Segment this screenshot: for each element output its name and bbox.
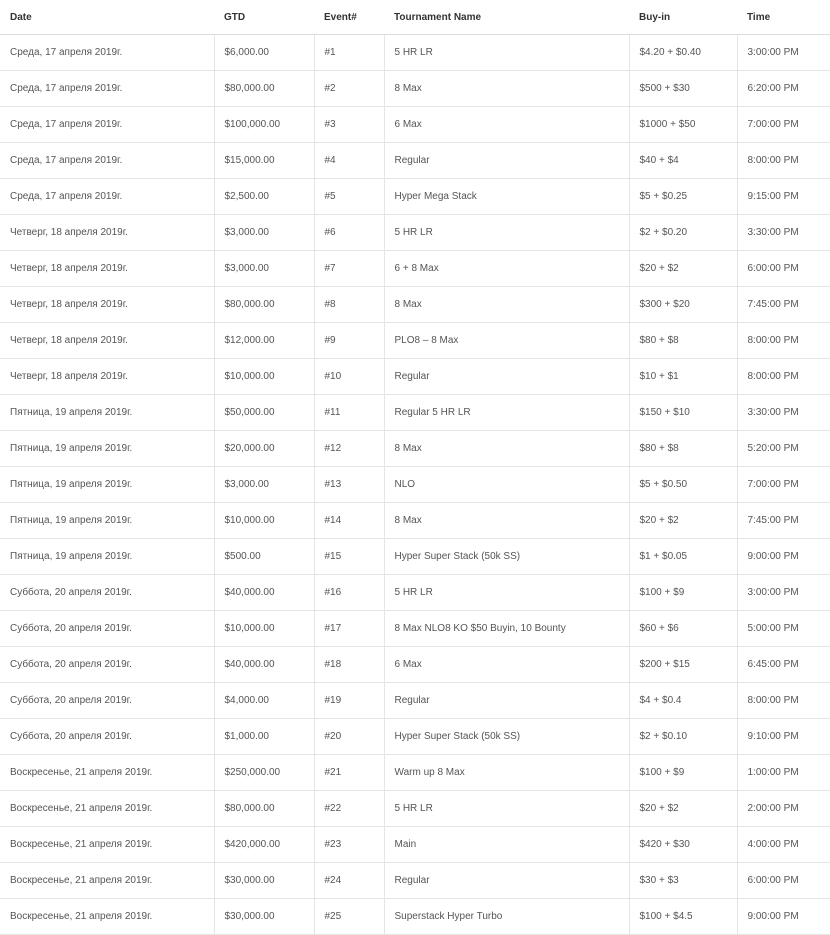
gtd-cell: $50,000.00: [214, 395, 314, 431]
buy-in-cell: $1000 + $50: [629, 107, 737, 143]
gtd-cell: $3,000.00: [214, 215, 314, 251]
event-number-cell: #10: [314, 359, 384, 395]
buy-in-cell: $100 + $9: [629, 755, 737, 791]
buy-in-cell: $5 + $0.25: [629, 179, 737, 215]
gtd-cell: $3,000.00: [214, 467, 314, 503]
table-row: [0, 863, 830, 899]
gtd-cell: $20,000.00: [214, 431, 314, 467]
column-header-time: Time: [737, 0, 830, 35]
event-number-cell: #20: [314, 719, 384, 755]
event-number-cell: #21: [314, 755, 384, 791]
table-row: [0, 755, 830, 791]
table-row: [0, 647, 830, 683]
date-cell: Среда, 17 апреля 2019г.: [0, 143, 214, 179]
buy-in-cell: $10 + $1: [629, 359, 737, 395]
table-row: [0, 575, 830, 611]
column-header-tournament-name: Tournament Name: [384, 0, 629, 35]
table-header: [0, 0, 830, 35]
tournament-name-cell: 5 HR LR: [384, 575, 629, 611]
event-number-cell: #2: [314, 71, 384, 107]
event-number-cell: #1: [314, 35, 384, 71]
date-cell: Пятница, 19 апреля 2019г.: [0, 395, 214, 431]
column-header-event: Event#: [314, 0, 384, 35]
gtd-cell: $30,000.00: [214, 863, 314, 899]
tournament-name-cell: Hyper Mega Stack: [384, 179, 629, 215]
time-cell: 6:00:00 PM: [737, 863, 830, 899]
table-row: [0, 359, 830, 395]
table-row: [0, 251, 830, 287]
buy-in-cell: $30 + $3: [629, 863, 737, 899]
table-row: [0, 431, 830, 467]
time-cell: 3:00:00 PM: [737, 35, 830, 71]
gtd-cell: $12,000.00: [214, 323, 314, 359]
table-row: [0, 179, 830, 215]
time-cell: 5:20:00 PM: [737, 431, 830, 467]
buy-in-cell: $2 + $0.20: [629, 215, 737, 251]
header-row: [0, 0, 830, 35]
buy-in-cell: $420 + $30: [629, 827, 737, 863]
column-header-buy-in: Buy-in: [629, 0, 737, 35]
time-cell: 9:00:00 PM: [737, 899, 830, 935]
tournament-name-cell: Regular: [384, 359, 629, 395]
date-cell: Воскресенье, 21 апреля 2019г.: [0, 863, 214, 899]
time-cell: 6:00:00 PM: [737, 251, 830, 287]
buy-in-cell: $4 + $0.4: [629, 683, 737, 719]
date-cell: Воскресенье, 21 апреля 2019г.: [0, 755, 214, 791]
time-cell: 3:00:00 PM: [737, 575, 830, 611]
time-cell: 4:00:00 PM: [737, 827, 830, 863]
event-number-cell: #23: [314, 827, 384, 863]
table-row: [0, 107, 830, 143]
gtd-cell: $80,000.00: [214, 71, 314, 107]
time-cell: 7:45:00 PM: [737, 287, 830, 323]
gtd-cell: $10,000.00: [214, 611, 314, 647]
gtd-cell: $2,500.00: [214, 179, 314, 215]
tournament-name-cell: NLO: [384, 467, 629, 503]
gtd-cell: $1,000.00: [214, 719, 314, 755]
event-number-cell: #11: [314, 395, 384, 431]
buy-in-cell: $200 + $15: [629, 647, 737, 683]
time-cell: 8:00:00 PM: [737, 359, 830, 395]
event-number-cell: #8: [314, 287, 384, 323]
table-row: [0, 791, 830, 827]
event-number-cell: #13: [314, 467, 384, 503]
date-cell: Среда, 17 апреля 2019г.: [0, 71, 214, 107]
tournament-name-cell: Warm up 8 Max: [384, 755, 629, 791]
tournament-name-cell: 8 Max NLO8 KO $50 Buyin, 10 Bounty: [384, 611, 629, 647]
time-cell: 9:15:00 PM: [737, 179, 830, 215]
gtd-cell: $250,000.00: [214, 755, 314, 791]
gtd-cell: $40,000.00: [214, 647, 314, 683]
tournament-name-cell: Regular: [384, 143, 629, 179]
table-row: [0, 539, 830, 575]
time-cell: 2:00:00 PM: [737, 791, 830, 827]
time-cell: 8:00:00 PM: [737, 323, 830, 359]
date-cell: Суббота, 20 апреля 2019г.: [0, 683, 214, 719]
event-number-cell: #6: [314, 215, 384, 251]
tournament-name-cell: 5 HR LR: [384, 35, 629, 71]
tournament-name-cell: 8 Max: [384, 431, 629, 467]
tournament-name-cell: 6 + 8 Max: [384, 251, 629, 287]
time-cell: 9:00:00 PM: [737, 539, 830, 575]
tournament-name-cell: 5 HR LR: [384, 215, 629, 251]
gtd-cell: $4,000.00: [214, 683, 314, 719]
date-cell: Четверг, 18 апреля 2019г.: [0, 323, 214, 359]
date-cell: Пятница, 19 апреля 2019г.: [0, 467, 214, 503]
column-header-date: Date: [0, 0, 214, 35]
buy-in-cell: $80 + $8: [629, 431, 737, 467]
date-cell: Четверг, 18 апреля 2019г.: [0, 215, 214, 251]
time-cell: 1:00:00 PM: [737, 755, 830, 791]
table-row: [0, 467, 830, 503]
date-cell: Суббота, 20 апреля 2019г.: [0, 575, 214, 611]
tournament-name-cell: 8 Max: [384, 503, 629, 539]
tournament-name-cell: Main: [384, 827, 629, 863]
buy-in-cell: $1 + $0.05: [629, 539, 737, 575]
tournament-name-cell: Regular 5 HR LR: [384, 395, 629, 431]
event-number-cell: #14: [314, 503, 384, 539]
event-number-cell: #7: [314, 251, 384, 287]
tournament-name-cell: Hyper Super Stack (50k SS): [384, 539, 629, 575]
buy-in-cell: $100 + $4.5: [629, 899, 737, 935]
date-cell: Среда, 17 апреля 2019г.: [0, 35, 214, 71]
date-cell: Четверг, 18 апреля 2019г.: [0, 251, 214, 287]
time-cell: 5:00:00 PM: [737, 611, 830, 647]
event-number-cell: #5: [314, 179, 384, 215]
date-cell: Среда, 17 апреля 2019г.: [0, 107, 214, 143]
buy-in-cell: $20 + $2: [629, 791, 737, 827]
time-cell: 6:20:00 PM: [737, 71, 830, 107]
buy-in-cell: $60 + $6: [629, 611, 737, 647]
date-cell: Четверг, 18 апреля 2019г.: [0, 359, 214, 395]
date-cell: Пятница, 19 апреля 2019г.: [0, 503, 214, 539]
time-cell: 7:45:00 PM: [737, 503, 830, 539]
date-cell: Пятница, 19 апреля 2019г.: [0, 431, 214, 467]
event-number-cell: #16: [314, 575, 384, 611]
table-row: [0, 323, 830, 359]
column-header-gtd: GTD: [214, 0, 314, 35]
date-cell: Четверг, 18 апреля 2019г.: [0, 287, 214, 323]
time-cell: 9:10:00 PM: [737, 719, 830, 755]
table-row: [0, 395, 830, 431]
gtd-cell: $420,000.00: [214, 827, 314, 863]
buy-in-cell: $80 + $8: [629, 323, 737, 359]
gtd-cell: $15,000.00: [214, 143, 314, 179]
tournament-name-cell: Hyper Super Stack (50k SS): [384, 719, 629, 755]
event-number-cell: #15: [314, 539, 384, 575]
tournament-name-cell: 8 Max: [384, 71, 629, 107]
tournament-name-cell: 8 Max: [384, 287, 629, 323]
table-row: [0, 683, 830, 719]
event-number-cell: #3: [314, 107, 384, 143]
buy-in-cell: $40 + $4: [629, 143, 737, 179]
event-number-cell: #25: [314, 899, 384, 935]
gtd-cell: $80,000.00: [214, 791, 314, 827]
event-number-cell: #17: [314, 611, 384, 647]
gtd-cell: $3,000.00: [214, 251, 314, 287]
buy-in-cell: $20 + $2: [629, 251, 737, 287]
table-row: [0, 899, 830, 935]
tournament-name-cell: Superstack Hyper Turbo: [384, 899, 629, 935]
date-cell: Воскресенье, 21 апреля 2019г.: [0, 791, 214, 827]
table-row: [0, 611, 830, 647]
table-row: [0, 827, 830, 863]
date-cell: Суббота, 20 апреля 2019г.: [0, 719, 214, 755]
event-number-cell: #19: [314, 683, 384, 719]
date-cell: Пятница, 19 апреля 2019г.: [0, 539, 214, 575]
gtd-cell: $500.00: [214, 539, 314, 575]
date-cell: Воскресенье, 21 апреля 2019г.: [0, 827, 214, 863]
event-number-cell: #9: [314, 323, 384, 359]
gtd-cell: $100,000.00: [214, 107, 314, 143]
gtd-cell: $40,000.00: [214, 575, 314, 611]
event-number-cell: #12: [314, 431, 384, 467]
table-row: [0, 503, 830, 539]
time-cell: 6:45:00 PM: [737, 647, 830, 683]
table-row: [0, 719, 830, 755]
gtd-cell: $6,000.00: [214, 35, 314, 71]
time-cell: 3:30:00 PM: [737, 395, 830, 431]
buy-in-cell: $300 + $20: [629, 287, 737, 323]
time-cell: 8:00:00 PM: [737, 683, 830, 719]
tournament-name-cell: 6 Max: [384, 647, 629, 683]
tournament-name-cell: Regular: [384, 683, 629, 719]
date-cell: Суббота, 20 апреля 2019г.: [0, 647, 214, 683]
gtd-cell: $30,000.00: [214, 899, 314, 935]
tournament-name-cell: 6 Max: [384, 107, 629, 143]
buy-in-cell: $20 + $2: [629, 503, 737, 539]
buy-in-cell: $5 + $0.50: [629, 467, 737, 503]
event-number-cell: #4: [314, 143, 384, 179]
table-row: [0, 287, 830, 323]
gtd-cell: $80,000.00: [214, 287, 314, 323]
date-cell: Среда, 17 апреля 2019г.: [0, 179, 214, 215]
gtd-cell: $10,000.00: [214, 503, 314, 539]
tournament-name-cell: Regular: [384, 863, 629, 899]
gtd-cell: $10,000.00: [214, 359, 314, 395]
date-cell: Воскресенье, 21 апреля 2019г.: [0, 899, 214, 935]
buy-in-cell: $150 + $10: [629, 395, 737, 431]
table-row: [0, 35, 830, 71]
buy-in-cell: $4.20 + $0.40: [629, 35, 737, 71]
event-number-cell: #24: [314, 863, 384, 899]
buy-in-cell: $2 + $0.10: [629, 719, 737, 755]
buy-in-cell: $100 + $9: [629, 575, 737, 611]
table-row: [0, 143, 830, 179]
event-number-cell: #22: [314, 791, 384, 827]
table-body: [0, 35, 830, 935]
table-row: [0, 215, 830, 251]
time-cell: 8:00:00 PM: [737, 143, 830, 179]
table-row: [0, 71, 830, 107]
event-number-cell: #18: [314, 647, 384, 683]
time-cell: 7:00:00 PM: [737, 107, 830, 143]
time-cell: 3:30:00 PM: [737, 215, 830, 251]
date-cell: Суббота, 20 апреля 2019г.: [0, 611, 214, 647]
time-cell: 7:00:00 PM: [737, 467, 830, 503]
tournament-name-cell: PLO8 – 8 Max: [384, 323, 629, 359]
buy-in-cell: $500 + $30: [629, 71, 737, 107]
tournament-name-cell: 5 HR LR: [384, 791, 629, 827]
